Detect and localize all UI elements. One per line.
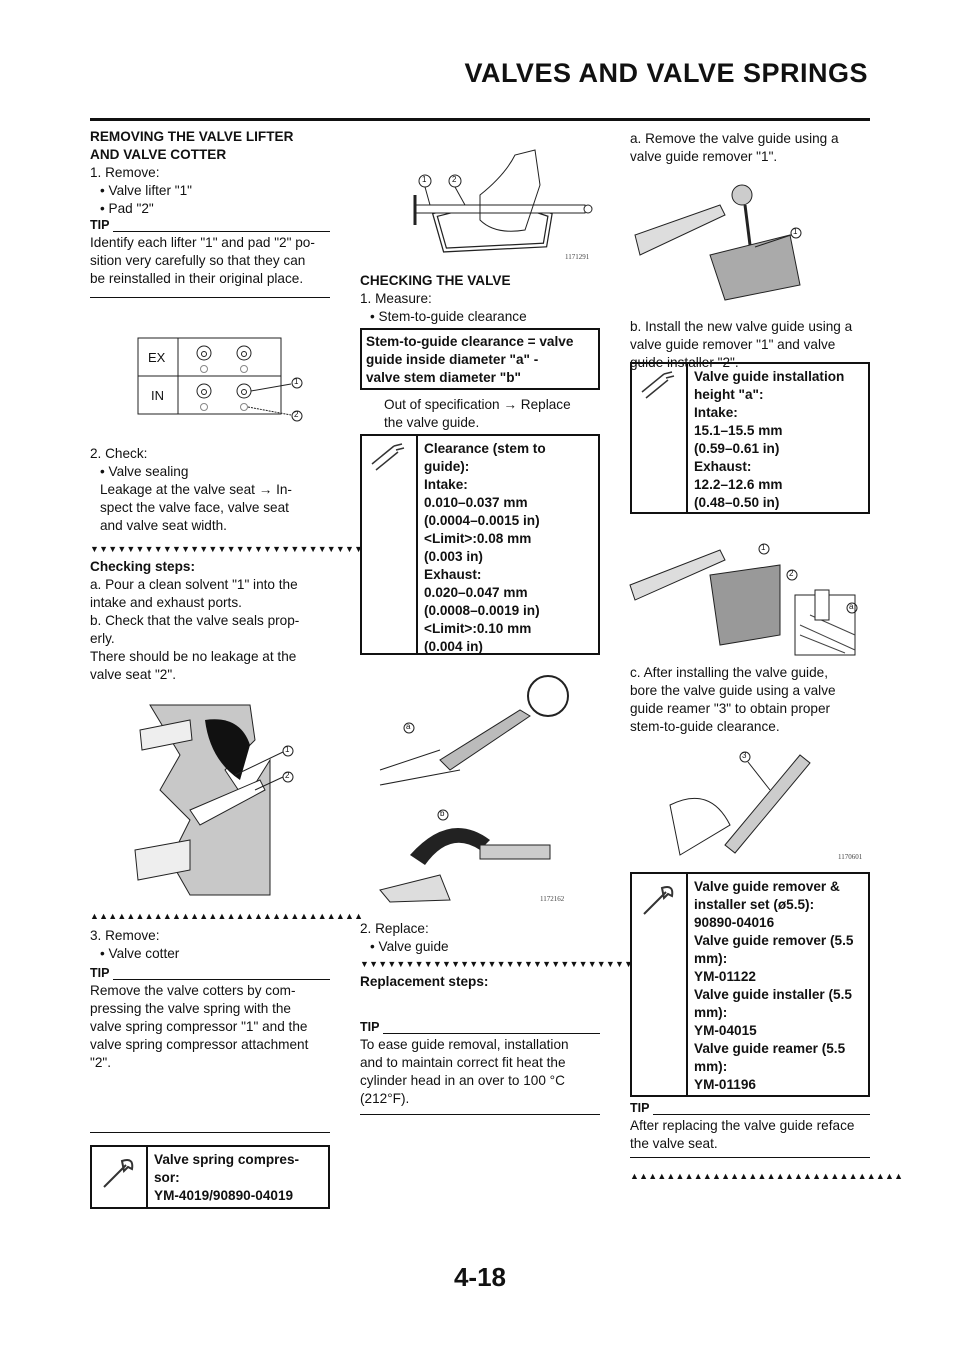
step-2-text: • Valve sealing Leakage at the valve seat → In- spect the valve face, valve seat and valve seat width. — [100, 464, 292, 533]
valve-spring-compressor-illustration — [395, 145, 595, 268]
step-1-bullets: • Stem-to-guide clearance — [370, 309, 527, 324]
tip-text: To ease guide removal, installation and to maintain correct fit heat the cylinder head in an over to 100 °C (212°F). — [360, 1037, 569, 1106]
callout-2: 2 — [294, 410, 299, 419]
figure-id: 1172162 — [540, 895, 565, 903]
tip-label-text: TIP — [90, 966, 110, 980]
special-tools-box — [630, 872, 870, 1097]
tip-end-rule — [90, 1132, 330, 1133]
steps-end-marker: ▲▲▲▲▲▲▲▲▲▲▲▲▲▲▲▲▲▲▲▲▲▲▲▲▲▲▲▲▲▲ — [630, 1171, 904, 1181]
step-3-remove: 3. Remove: — [90, 928, 160, 943]
callout-1: 1 — [285, 745, 290, 754]
tools-text: Valve guide remover & installer set (ø5.5): 90890-04016 Valve guide remover (5.5 mm): YM-01122 Valve guide installer (5.5 mm): YM-04015 Valve guide reamer (5.5 mm): YM-01196 — [694, 879, 854, 1092]
formula-box: Stem-to-guide clearance = valve guide inside diameter "a" - valve stem diameter "b" — [360, 328, 600, 390]
callout-2: 2 — [452, 175, 457, 184]
tip-label-text: TIP — [360, 1020, 380, 1034]
replacement-steps-heading: Replacement steps: — [360, 974, 489, 989]
callout-1: 1 — [294, 377, 299, 386]
figure-id: 1170601 — [838, 853, 863, 861]
row-label-in: IN — [151, 388, 164, 403]
callout-1: 1 — [793, 227, 798, 236]
tip-label — [90, 218, 330, 232]
callout-b: b — [440, 809, 445, 818]
out-of-spec-text: Out of specification → Replace the valve guide. — [384, 397, 571, 430]
row-label-ex: EX — [148, 350, 166, 365]
valve-guide-reamer-illustration — [670, 745, 870, 868]
tip-text: Remove the valve cotters by com- pressing the valve spring with the valve spring compressor "1" and the valve spring compressor attachment "2". — [90, 983, 309, 1070]
checking-steps-heading: Checking steps: — [90, 559, 195, 574]
callout-a: a — [849, 602, 854, 611]
valve-seal-illustration — [130, 700, 305, 903]
tip-label — [630, 1101, 870, 1115]
measurement-illustration — [380, 670, 580, 913]
callout-1: 1 — [761, 543, 766, 552]
installation-height-spec-box — [630, 362, 870, 514]
page-number: 4-18 — [453, 1262, 507, 1292]
callout-2: 2 — [285, 771, 290, 780]
step-a: a. Pour a clean solvent "1" into the intake and exhaust ports. — [90, 577, 298, 610]
step-3-bullets: • Valve cotter — [100, 946, 180, 961]
section-heading-removing-lifter: REMOVING THE VALVE LIFTER AND VALVE COTTER — [90, 129, 294, 162]
step-1-remove: 1. Remove: — [90, 165, 160, 180]
wrench-icon — [92, 1147, 148, 1207]
step-b: b. Install the new valve guide using a valve guide remover "1" and valve guide installer "2". — [630, 319, 853, 370]
valve-guide-removal-illustration — [630, 175, 820, 308]
step-b: b. Check that the valve seals prop- erly. There should be no leakage at the valve seat "2". — [90, 613, 300, 682]
tool-text: Valve spring compres- sor: YM-4019/90890-04019 — [154, 1152, 300, 1203]
callout-3: 3 — [742, 751, 747, 760]
section-heading-checking-valve: CHECKING THE VALVE — [360, 273, 511, 288]
step-c: c. After installing the valve guide, bore the valve guide using a valve guide reamer "3" to obtain proper stem-to-guide clearance. — [630, 665, 836, 734]
tip-label-text: TIP — [630, 1101, 650, 1115]
tip-end-rule — [90, 297, 330, 298]
wrench-icon — [632, 874, 688, 1095]
special-tool-box — [90, 1145, 330, 1209]
header-rule — [90, 118, 870, 121]
callout-a: a — [406, 722, 411, 731]
steps-start-marker: ▼▼▼▼▼▼▼▼▼▼▼▼▼▼▼▼▼▼▼▼▼▼▼▼▼▼▼▼▼▼ — [90, 544, 364, 554]
tip-text: After replacing the valve guide reface the valve seat. — [630, 1118, 855, 1151]
spec-text: Valve guide installation height "a": Intake: 15.1–15.5 mm (0.59–0.61 in) Exhaust: 12.2–12.6 mm (0.48–0.50 in) — [694, 369, 845, 510]
lifter-position-diagram — [138, 338, 313, 431]
step-2-bullets: • Valve guide — [370, 939, 449, 954]
steps-end-marker: ▲▲▲▲▲▲▲▲▲▲▲▲▲▲▲▲▲▲▲▲▲▲▲▲▲▲▲▲▲▲ — [90, 911, 364, 921]
clearance-spec-box — [360, 434, 600, 655]
callout-2: 2 — [789, 569, 794, 578]
page-title: VALVES AND VALVE SPRINGS — [464, 58, 868, 88]
spec-text: Clearance (stem to guide): Intake: 0.010–0.037 mm (0.0004–0.0015 in) <Limit>:0.08 mm (0.003 in) Exhaust: 0.020–0.047 mm (0.0008–0.0019 in) <Limit>:0.10 mm (0.004 in) — [424, 441, 546, 654]
step-2-replace: 2. Replace: — [360, 921, 429, 936]
tip-end-rule — [630, 1157, 870, 1158]
callout-1: 1 — [422, 175, 427, 184]
step-1-measure: 1. Measure: — [360, 291, 432, 306]
step-2-check: 2. Check: — [90, 446, 148, 461]
tip-end-rule — [360, 1114, 600, 1115]
caliper-icon — [362, 436, 418, 653]
step-1-bullets: • Valve lifter "1" • Pad "2" — [100, 183, 192, 216]
tip-label-text: TIP — [90, 218, 110, 232]
steps-start-marker: ▼▼▼▼▼▼▼▼▼▼▼▼▼▼▼▼▼▼▼▼▼▼▼▼▼▼▼▼▼▼ — [360, 959, 634, 969]
caliper-icon — [632, 364, 688, 512]
tip-text: Identify each lifter "1" and pad "2" po- sition very carefully so that they can be reinstalled in their original place. — [90, 235, 315, 286]
step-a: a. Remove the valve guide using a valve guide remover "1". — [630, 131, 839, 164]
tip-label — [360, 1020, 600, 1034]
valve-guide-install-illustration — [630, 535, 870, 663]
tip-label — [90, 966, 330, 980]
figure-id: 1171291 — [565, 253, 590, 261]
